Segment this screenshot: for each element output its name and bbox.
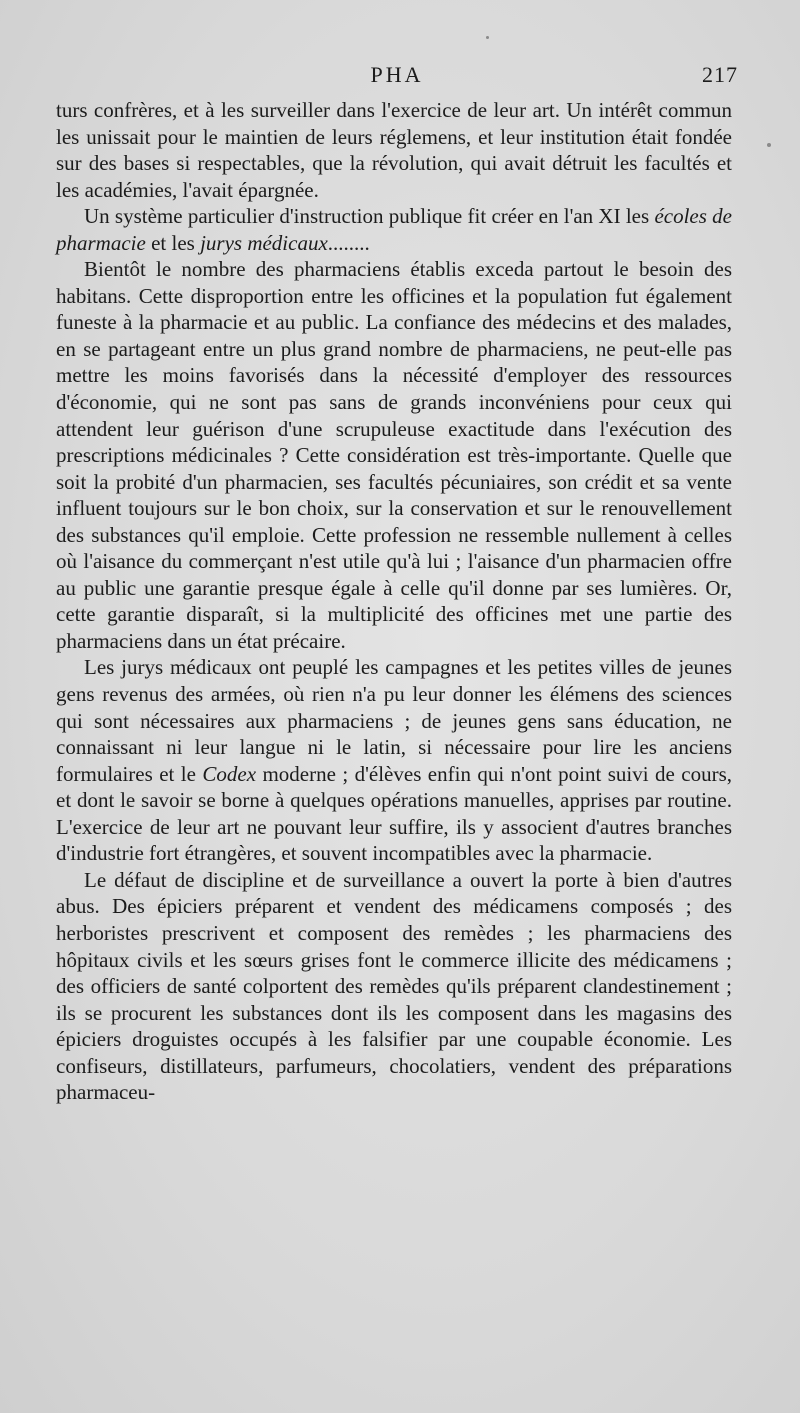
paragraph-2-text-b: et les [145, 230, 201, 255]
paragraph-2-text-a: Un système particulier d'instruction publique fit créer en l'an XI les [84, 204, 655, 229]
paragraph-5: Le défaut de discipline et de surveillance a ouvert la porte à bien d'autres abus. Des épiciers préparent et vendent des médicamens composés ; des herboristes prescrivent et composent des remèdes ; les pharmaciens des hôpitaux civils et les sœurs grises font le commerce illicite des médicamens ; des officiers de santé colportent des remèdes qu'ils préparent clandestinement ; ils se procurent les substances dont ils les composent dans les magasins des épiciers droguistes occupés à les falsifier par une coupable économie. Les confiseurs, distillateurs, parfumeurs, chocolatiers, vendent des préparations pharmaceu- [56, 867, 732, 1105]
body-text [56, 97, 732, 1106]
paper-speck [486, 36, 489, 39]
page-number: 217 [702, 62, 738, 87]
paper-speck [767, 143, 771, 147]
paragraph-1: turs confrères, et à les surveiller dans l'exercice de leur art. Un intérêt commun les unissait pour le maintien de leurs réglemens, et leur institution était fondée sur des bases si respectables, que la révolution, qui avait détruit les facultés et les académies, l'avait épargnée. [56, 98, 732, 202]
italic-codex: Codex [202, 761, 257, 786]
paragraph-4-text-a: Les jurys médicaux ont peuplé les campagnes et les petites villes de jeunes gens revenus des armées, où rien n'a pu leur donner les élémens des sciences qui sont nécessaires aux pharmaciens ; de jeunes gens sans éducation, ne connaissant ni leur langue ni le latin, si nécessaire pour lire les anciens formulaires et le [56, 655, 732, 786]
paragraph-4 [56, 654, 732, 866]
page-header [56, 62, 738, 92]
running-head: PHA [370, 62, 424, 87]
paragraph-2 [56, 203, 732, 256]
paragraph-2-text-c: ........ [327, 230, 370, 255]
paragraph-4-text-b: moderne ; d'élèves enfin qui n'ont point suivi de cours, et dont le savoir se borne à quelques opérations manuelles, apprises par routine. L'exercice de leur art ne pouvant leur suffire, ils y associent d'autres branches d'industrie fort étrangères, et souvent incompatibles avec la pharmacie. [56, 761, 733, 866]
italic-ecoles-de-pharmacie: écoles de pharmacie [56, 204, 733, 255]
italic-jurys-medicaux: jurys médicaux [200, 230, 328, 255]
paragraph-3: Bientôt le nombre des pharmaciens établis exceda partout le besoin des habitans. Cette disproportion entre les officines et la population fut également funeste à la pharmacie et au public. La confiance des médecins et des malades, en se partageant entre un plus grand nombre de pharmaciens, ne peut-elle pas mettre les moins favorisés dans la nécessité d'employer des ressources d'économie, qui ne sont pas sans de grands inconvéniens pour ceux qui attendent leur guérison d'une scrupuleuse exactitude dans l'exécution des prescriptions médicinales ? Cette considération est très-importante. Quelle que soit la probité d'un pharmacien, ses facultés pécuniaires, son crédit et sa vente influent toujours sur le bon choix, sur la conservation et sur le renouvellement des substances qu'il emploie. Cette profession ne ressemble nullement à celles où l'aisance du commerçant n'est utile qu'à lui ; l'aisance d'un pharmacien offre au public une garantie presque égale à celle qu'il donne par ses lumières. Or, cette garantie disparaît, si la multiplicité des officines met une partie des pharmaciens dans un état précaire. [56, 257, 732, 653]
